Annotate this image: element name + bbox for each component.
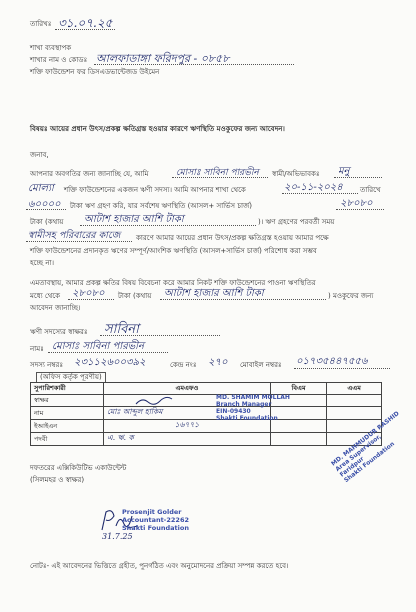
balance-underline xyxy=(336,209,384,210)
table-header: এএম xyxy=(327,383,382,395)
accounts-date: 31.7.25 xyxy=(102,532,133,541)
bm-stamp: MD. SHAMIM MOLLAH Branch Manager EIN-09430 Shakti Foundation xyxy=(216,394,290,422)
body-line3a: টাকা ঋণ গ্রহণ করি, যার সর্বশেষ ঋণস্থিতি (আসল+ সার্ভিস চার্জ) xyxy=(70,202,253,210)
to-line1: শাখা ব্যবস্থাপক xyxy=(30,44,72,52)
table-header: এমএফও xyxy=(104,383,271,395)
name-underline xyxy=(172,177,268,178)
applicant-sig-label: ঋণী সদস্যের স্বাক্ষরঃ xyxy=(30,328,88,336)
body-line2b: শক্তি ফাউন্ডেশনের একজন ঋণী সদস্য। আমি আপনার শাখা থেকে xyxy=(64,186,246,194)
body-line7: হচ্ছে না। xyxy=(30,259,55,267)
guardian-underline xyxy=(334,177,382,178)
table-row xyxy=(31,395,382,407)
table-header: সুপারিশকারী xyxy=(31,383,104,395)
am-name-cell xyxy=(327,407,382,420)
mfo-signature xyxy=(134,396,174,406)
applicant-name-hw: মোসাঃ সাবিনা পারভীন xyxy=(176,168,259,178)
accounts-title: দফতরের এক্সিকিউটিভ একাউন্টেন্ট xyxy=(30,464,127,472)
words-underline xyxy=(80,225,256,226)
branch-label: শাখার নাম ও কোডঃ xyxy=(30,56,88,64)
row-label: ইআইএন xyxy=(31,420,104,433)
am-stamp-wrapper xyxy=(330,410,416,490)
para2-line1: এমতাবস্থায়, আমার প্রকল্প ক্ষতির বিষয় বিবেচনা করে আমার নিকট শক্তি ফাউন্ডেশনের পাওনা ঋণস্থিতির xyxy=(30,279,316,287)
para2-line2a: মধ্যে থেকে xyxy=(30,292,60,300)
para2-line3: আবেদন জানাচ্ছি। xyxy=(30,304,81,312)
am-signature-cell xyxy=(327,395,382,407)
amount-underline xyxy=(26,209,66,210)
subject-label: বিষয়ঃ xyxy=(30,125,48,133)
center-number: ২৭০ xyxy=(208,357,228,368)
waive-amount-underline xyxy=(68,299,114,300)
mobile-underline xyxy=(294,368,390,369)
date-label: তারিখঃ xyxy=(30,20,52,28)
reason-hw: স্বামীসহ পরিবারের কাজে xyxy=(28,230,121,241)
branch-value: আলফাডাঙ্গা ফরিদপুর - ০৮৫৮ xyxy=(96,52,230,65)
body-line4a: টাকা (কথায় xyxy=(30,218,64,226)
mobile-label: মোবাইল নম্বরঃ xyxy=(240,361,282,369)
balance-hw: ২৮০৮০ xyxy=(340,198,373,209)
applicant-name-underline xyxy=(48,352,168,353)
accounts-subtitle: (সিলমহর ও স্বাক্ষর) xyxy=(30,476,85,484)
branch-underline xyxy=(94,64,294,65)
row-label: পদবী xyxy=(31,433,104,446)
table-row xyxy=(31,420,382,433)
recommendation-table xyxy=(30,382,382,446)
bm-designation-cell xyxy=(270,433,326,446)
loan-date-hw: ২০-১১-২০২৪ xyxy=(284,182,343,193)
date-value: ৩১.০৭.২৫ xyxy=(58,16,113,30)
table-row xyxy=(31,433,382,446)
applicant-name-value: মোসাঃ সাবিনা পারভীন xyxy=(52,341,144,352)
table-header-row xyxy=(31,383,382,395)
accounts-stamp: Prosenjit Golder Accountant-22262 Shakti Foundation xyxy=(122,508,189,532)
guardian-hw-cont: মোল্যা xyxy=(28,183,54,194)
office-note: (অফিস কর্তৃক পূরণীয়) xyxy=(36,372,106,383)
mfo-name: মোঃ আব্দুল হাকিম xyxy=(104,407,271,420)
waive-amount-hw: ২৮০৮০ xyxy=(72,288,105,299)
mfo-designation: এ. ঋ. ক xyxy=(104,433,271,446)
body-line1a: আপনার অবগতির জন্য জানাচ্ছি যে, আমি xyxy=(30,170,149,178)
row-label: স্বাক্ষর xyxy=(31,395,104,407)
body-line1b: স্বামী/অভিভাবকঃ xyxy=(272,170,320,178)
body-line5b: কারণে আমার আয়ের প্রধান উৎস/প্রকল্প ক্ষতিগ্রস্ত হওয়ায় আমার পক্ষে xyxy=(136,234,329,242)
date-underline xyxy=(55,29,115,30)
body-line6: শক্তি ফাউন্ডেশনের প্রদানকৃত ঋণের সম্পূর্ণ/আংশিক ঋণস্থিতি (আসল+সার্ভিস চার্জ) পরিশোধ করা সম্ভব xyxy=(30,247,317,255)
applicant-signature: সাবিনা xyxy=(104,322,139,337)
member-number: ২৩১১২৬০০৩৯২ xyxy=(74,357,146,368)
loan-amount-hw: ৬০০০০ xyxy=(28,199,61,210)
loan-date-underline xyxy=(282,193,358,194)
applicant-name-label: নামঃ xyxy=(30,345,44,353)
waive-words-hw: আটাশ হাজার আশি টাকা xyxy=(164,288,264,299)
guardian-hw: মনু xyxy=(338,166,350,177)
row-label: নাম xyxy=(31,407,104,420)
balance-words-hw: আটাশ হাজার আশি টাকা xyxy=(84,214,184,225)
member-label: সদস্য নম্বরঃ xyxy=(30,361,64,369)
table-header: বিএম xyxy=(270,383,326,395)
footer-note: নোটঃ- এই আবেদনের ভিত্তিতে গ্রহীত, পুনর্গঠিত এবং অনুমোদনের প্রক্রিয়া সম্পন্ন করতে হবে। xyxy=(30,562,289,570)
subject-text: আয়ের প্রধান উৎস/প্রকল্প ক্ষতিগ্রস্ত হওয়ার কারণে ঋণস্থিতি মওকুফের জন্য আবেদন। xyxy=(50,125,285,133)
reason-underline xyxy=(26,241,132,242)
para2-line2d: ) মওকুফের জন্য xyxy=(328,292,374,300)
body-line4b: )। ঋণ গ্রহণের পরবর্তী সময় xyxy=(258,218,335,226)
salutation: জনাব, xyxy=(30,151,49,159)
am-stamp: MD. MAHMUDUR RASHID Area Supervisor, Faridpur Shakti Foundation xyxy=(330,410,401,485)
sig-underline xyxy=(100,335,220,336)
mobile-number: ০১৭৩৫৪৪৭৫৫৬ xyxy=(296,356,368,367)
body-line2c: তারিখে xyxy=(360,186,381,194)
mfo-ein: ১৬৭৭১ xyxy=(104,420,271,433)
table-row xyxy=(31,407,382,420)
to-line3: শক্তি ফাউন্ডেশন ফর ডিসএডভান্টেজড উইমেন xyxy=(30,68,160,76)
waive-words-underline xyxy=(160,299,326,300)
center-label: কেন্দ্র নংঃ xyxy=(170,361,197,369)
para2-line2c: টাকা (কথায় xyxy=(118,292,152,300)
